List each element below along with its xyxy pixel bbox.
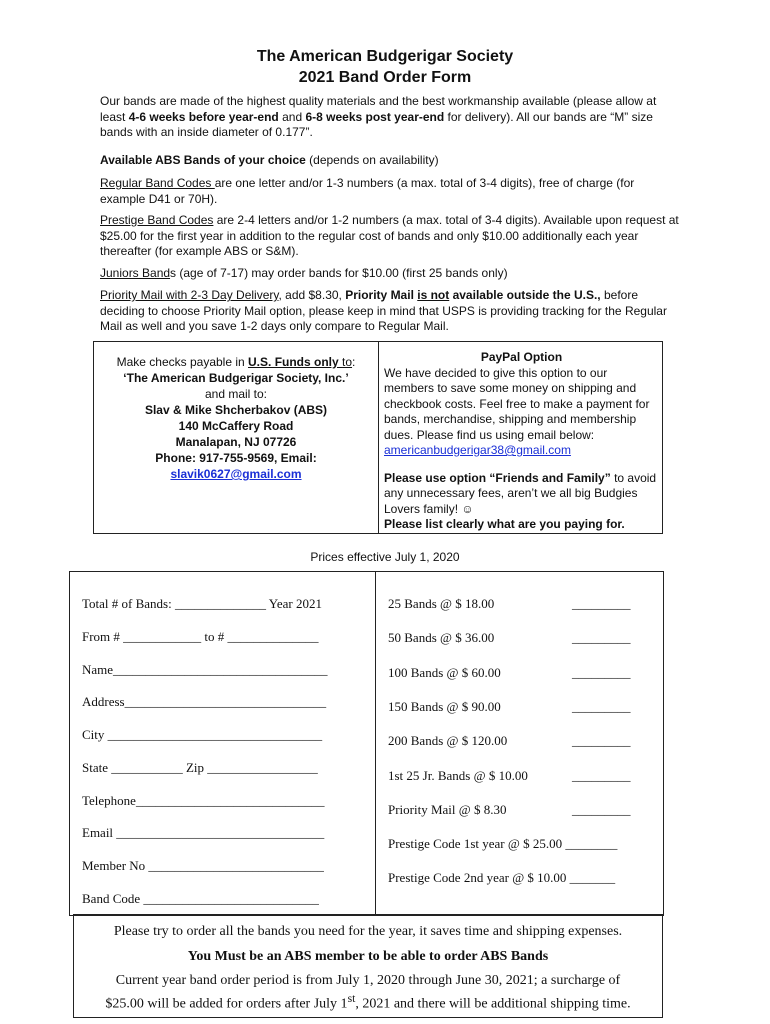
price-label: Prestige Code 2nd year @ $ 10.00 _______ <box>388 870 616 885</box>
phone-line: Phone: 917-755-9569, Email: <box>155 451 317 465</box>
friends-family-bold: Please use option “Friends and Family” <box>384 470 611 485</box>
price-label: 150 Bands @ $ 90.00 <box>388 699 501 714</box>
price-label: Prestige Code 1st year @ $ 25.00 ________ <box>388 836 618 851</box>
street-address: 140 McCaffery Road <box>178 419 294 433</box>
surcharge-text: , 2021 and there will be additional shipping time. <box>355 996 631 1012</box>
to-text: to <box>342 355 353 369</box>
price-prestige-second-year[interactable] <box>388 870 615 886</box>
price-blank[interactable]: _________ <box>572 699 631 714</box>
recipient-name: Slav & Mike Shcherbakov (ABS) <box>144 403 328 417</box>
mailing-instructions <box>94 342 379 533</box>
priority-text: before deciding to choose Priority Mail option, please keep in mind that USPS is providing tracking for the Regular Mail as well and you save 1-2 days only compare to Regular Mail. <box>100 288 667 333</box>
price-label: 1st 25 Jr. Bands @ $ 10.00 <box>388 768 528 783</box>
surcharge-text: $25.00 will be added for orders after July 1 <box>105 996 348 1012</box>
intro-text: for delivery). All our bands are “M” size bands with an inside diameter of 0.177”. <box>100 109 653 139</box>
band-range-field[interactable]: From # ____________ to # ______________ <box>82 629 319 644</box>
price-blank[interactable]: _________ <box>572 768 631 783</box>
telephone-field[interactable]: Telephone_____________________________ <box>82 793 325 808</box>
name-field[interactable]: Name_________________________________ <box>82 662 328 677</box>
juniors-label: Juniors Band <box>100 266 171 280</box>
intro-bold-weeks: 4-6 weeks before year-end <box>128 109 279 124</box>
price-100-bands[interactable] <box>388 665 631 681</box>
price-label: 100 Bands @ $ 60.00 <box>388 665 501 680</box>
prices-effective: Prices effective July 1, 2020 <box>310 550 460 564</box>
priority-text: , add $8.30, <box>278 288 346 302</box>
regular-paragraph <box>100 176 680 207</box>
city-field[interactable]: City _________________________________ <box>82 727 323 742</box>
checks-payable-line <box>94 354 378 370</box>
city-state-zip: Manalapan, NJ 07726 <box>175 435 297 449</box>
paypal-title: PayPal Option <box>480 350 563 364</box>
regular-text: are one letter and/or 1-3 numbers (a max. total of 3-4 digits), free of charge (for example D41 or 70H). <box>100 176 635 206</box>
order-form-box <box>69 571 664 916</box>
price-prestige-first-year[interactable] <box>388 836 617 852</box>
paypal-section <box>384 350 659 533</box>
price-25-bands[interactable] <box>388 596 631 612</box>
price-priority-mail[interactable] <box>388 802 631 818</box>
priority-label: Priority Mail with 2-3 Day Delivery <box>100 288 279 302</box>
paypal-email-link[interactable]: americanbudgerigar38@gmail.com <box>384 443 571 457</box>
email-field[interactable]: Email ________________________________ <box>82 825 325 840</box>
price-blank[interactable]: _________ <box>572 665 631 680</box>
form-subtitle: 2021 Band Order Form <box>298 69 472 86</box>
list-payment-note: Please list clearly what are you paying for. <box>384 517 625 531</box>
price-blank[interactable]: _________ <box>572 630 631 645</box>
available-rest: (depends on availability) <box>305 153 439 167</box>
priority-paragraph <box>100 288 680 335</box>
priority-bold: Priority Mail <box>345 288 418 302</box>
footer-notice-box <box>73 914 663 1018</box>
friends-family-note <box>384 471 659 518</box>
price-label: 200 Bands @ $ 120.00 <box>388 733 508 748</box>
paypal-text: We have decided to give this option to our members to save some money on shipping and checkbook costs. Feel free to make a payment for bands, merchandise, shipping and membership dues. Please find us using email below: <box>384 365 650 442</box>
form-title: The American Budgerigar Society <box>256 48 514 65</box>
us-funds-text: U.S. Funds only <box>248 355 343 369</box>
intro-paragraph <box>100 94 680 141</box>
prestige-label: Prestige Band Codes <box>100 213 214 227</box>
juniors-text: s (age of 7-17) may order bands for $10.00 (first 25 bands only) <box>170 266 508 280</box>
paypal-description <box>384 366 659 459</box>
contact-box <box>93 341 663 534</box>
band-code-field[interactable]: Band Code ___________________________ <box>82 891 319 906</box>
priority-bold: available outside the U.S., <box>449 288 601 302</box>
ordinal-suffix: st <box>347 992 356 1005</box>
available-bold: Available ABS Bands of your choice <box>100 153 306 167</box>
price-label: 25 Bands @ $ 18.00 <box>388 596 495 611</box>
mail-to-label: and mail to: <box>204 387 268 401</box>
price-blank[interactable]: _________ <box>572 596 631 611</box>
prestige-paragraph <box>100 213 680 260</box>
juniors-paragraph <box>100 266 680 282</box>
price-blank[interactable]: _________ <box>572 733 631 748</box>
footer-membership-notice: You Must be an ABS member to be able to order ABS Bands <box>187 949 549 964</box>
intro-bold-weeks-post: 6-8 weeks post year-end <box>305 109 445 124</box>
checks-text: Make checks payable in <box>116 355 249 369</box>
footer-period-notice: Current year band order period is from July 1, 2020 through June 30, 2021; a surcharge of <box>115 973 621 988</box>
total-bands-field[interactable]: Total # of Bands: ______________ Year 2021 <box>82 596 322 611</box>
friends-family-text: to avoid any unnecessary fees, aren’t we all big Budgies Lovers family! ☺ <box>384 470 657 516</box>
price-200-bands[interactable] <box>388 733 631 749</box>
payee-name: ‘The American Budgerigar Society, Inc.’ <box>123 371 349 385</box>
price-blank[interactable]: _________ <box>572 802 631 817</box>
member-no-field[interactable]: Member No ___________________________ <box>82 858 324 873</box>
contact-email-link[interactable]: slavik0627@gmail.com <box>170 467 302 481</box>
intro-text: and <box>278 109 306 124</box>
column-divider <box>375 572 376 915</box>
prestige-text: are 2-4 letters and/or 1-2 numbers (a max. total of 3-4 digits). Available upon request at $25.00 for the first year in addition to the regular cost of bands and only $10.00 additionally each year thereafter (for example ABS or S&M). <box>100 213 679 258</box>
price-label: Priority Mail @ $ 8.30 <box>388 802 507 817</box>
regular-label: Regular Band Codes <box>100 176 215 190</box>
intro-text: Our bands are made of the highest quality materials and the best workmanship available (please allow at least <box>100 94 657 124</box>
price-50-bands[interactable] <box>388 630 631 646</box>
price-label: 50 Bands @ $ 36.00 <box>388 630 495 645</box>
available-heading <box>100 153 680 169</box>
price-junior-bands[interactable] <box>388 768 631 784</box>
footer-surcharge-notice <box>74 992 662 1013</box>
colon-text: : <box>352 355 356 369</box>
state-zip-field[interactable]: State ___________ Zip _________________ <box>82 760 318 775</box>
address-field[interactable]: Address_______________________________ <box>82 694 327 709</box>
priority-bold-underline: is not <box>417 288 450 302</box>
footer-order-tip: Please try to order all the bands you need for the year, it saves time and shipping expenses. <box>113 924 623 939</box>
price-150-bands[interactable] <box>388 699 631 715</box>
